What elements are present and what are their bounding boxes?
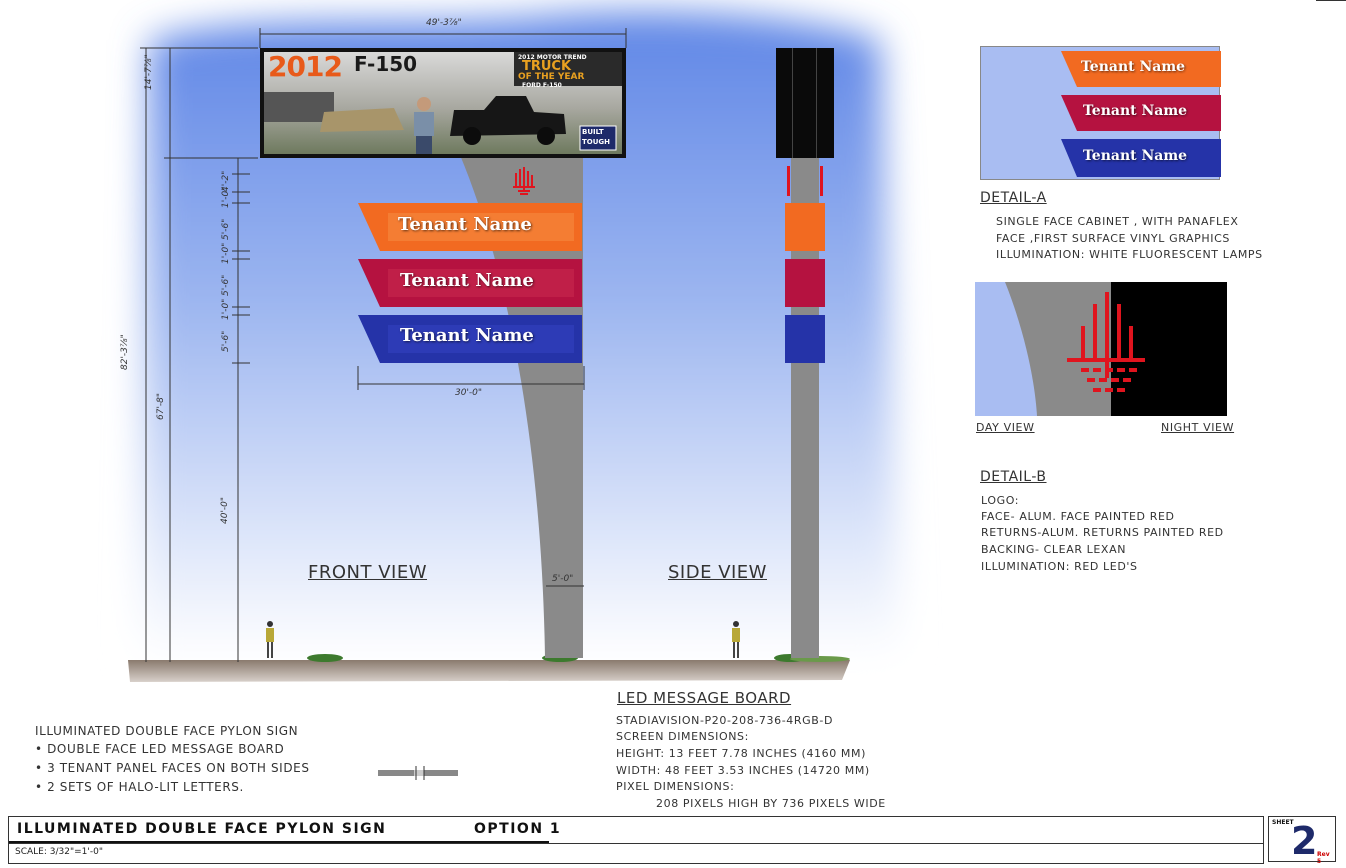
dim-overall-height: 82'-3⅞"	[120, 334, 130, 370]
dim-small: 5'-6"	[221, 218, 231, 240]
revision-label: Rev 5	[1317, 851, 1330, 865]
dim-small: 5'-6"	[221, 274, 231, 296]
led-spec-line: SCREEN DIMENSIONS:	[616, 730, 749, 743]
award-line: FORD F-150	[522, 82, 562, 89]
led-spec-line: 208 PIXELS HIGH BY 736 PIXELS WIDE	[656, 797, 886, 810]
award-line: OF THE YEAR	[518, 72, 585, 82]
dim-small: 1'-0"	[221, 298, 231, 320]
day-view-label: DAY VIEW	[976, 421, 1035, 434]
detail-a-tenant-label: Tenant Name	[1083, 103, 1188, 119]
notes-bullet: • DOUBLE FACE LED MESSAGE BOARD	[35, 742, 285, 756]
detail-a-line: FACE ,FIRST SURFACE VINYL GRAPHICS	[996, 232, 1230, 245]
detail-b-line: RETURNS-ALUM. RETURNS PAINTED RED	[981, 526, 1224, 539]
led-spec-line: WIDTH: 48 FEET 3.53 INCHES (14720 MM)	[616, 764, 870, 777]
led-spec-line: PIXEL DIMENSIONS:	[616, 780, 735, 793]
night-view-label: NIGHT VIEW	[1161, 421, 1235, 434]
detail-a-title: DETAIL-A	[980, 190, 1047, 206]
dim-small: 1'-0"	[221, 242, 231, 264]
drawing-title: ILLUMINATED DOUBLE FACE PYLON SIGN	[17, 821, 387, 837]
drawing-scale: SCALE: 3/32"=1'-0"	[15, 847, 103, 857]
sheet-block	[1268, 816, 1336, 865]
frame-line	[1316, 0, 1346, 1]
drawing-option: OPTION 1	[474, 821, 562, 837]
dim-pole-height: 67'-8"	[156, 392, 166, 420]
dim-small: 4'-2"	[221, 170, 231, 192]
tenant-name-label: Tenant Name	[398, 214, 532, 235]
detail-b-line: LOGO:	[981, 494, 1020, 507]
dim-overall-width: 49'-3⅞"	[426, 18, 462, 28]
detail-a-panel	[980, 46, 1220, 180]
led-specs-title: LED MESSAGE BOARD	[617, 689, 792, 707]
dim-led-height: 14'-7⅞"	[144, 54, 154, 90]
front-view-label: FRONT VIEW	[308, 562, 428, 583]
sheet-label: SHEET	[1272, 819, 1294, 826]
notes-bullet: • 3 TENANT PANEL FACES ON BOTH SIDES	[35, 761, 310, 775]
award-line: 2012 MOTOR TREND	[518, 54, 587, 61]
tenant-name-label: Tenant Name	[400, 325, 534, 346]
billboard-model: F-150	[354, 52, 418, 76]
detail-b-line: FACE- ALUM. FACE PAINTED RED	[981, 510, 1175, 523]
detail-a-tenant-label: Tenant Name	[1081, 59, 1186, 75]
detail-a-tenant-label: Tenant Name	[1083, 148, 1188, 164]
dim-small: 5'-6"	[221, 330, 231, 352]
led-spec-line: HEIGHT: 13 FEET 7.78 INCHES (4160 MM)	[616, 747, 867, 760]
detail-a-line: SINGLE FACE CABINET , WITH PANAFLEX	[996, 215, 1239, 228]
billboard-year: 2012	[268, 50, 342, 83]
title-block	[8, 816, 1264, 864]
detail-b-title: DETAIL-B	[980, 469, 1047, 485]
detail-b-logo-view	[975, 282, 1227, 416]
tenant-name-label: Tenant Name	[400, 270, 534, 291]
notes-bullet: • 2 SETS OF HALO-LIT LETTERS.	[35, 780, 244, 794]
badge-line: BUILT	[582, 128, 604, 136]
award-line: TRUCK	[522, 59, 572, 74]
sheet-number: 2	[1291, 819, 1318, 863]
led-spec-line: STADIAVISION-P20-208-736-4RGB-D	[616, 714, 834, 727]
side-view-label: SIDE VIEW	[668, 562, 767, 583]
scale-bar	[376, 766, 460, 790]
detail-b-line: ILLUMINATION: RED LED'S	[981, 560, 1138, 573]
dim-ground-height: 40'-0"	[220, 496, 230, 524]
detail-a-line: ILLUMINATION: WHITE FLUORESCENT LAMPS	[996, 248, 1263, 261]
notes-heading: ILLUMINATED DOUBLE FACE PYLON SIGN	[35, 724, 299, 738]
dim-small: 1'-0"	[221, 186, 231, 208]
dim-pole-width: 5'-0"	[552, 574, 574, 584]
detail-b-line: BACKING- CLEAR LEXAN	[981, 543, 1127, 556]
dim-panel-width: 30'-0"	[455, 388, 483, 398]
badge-line: TOUGH	[582, 138, 611, 146]
